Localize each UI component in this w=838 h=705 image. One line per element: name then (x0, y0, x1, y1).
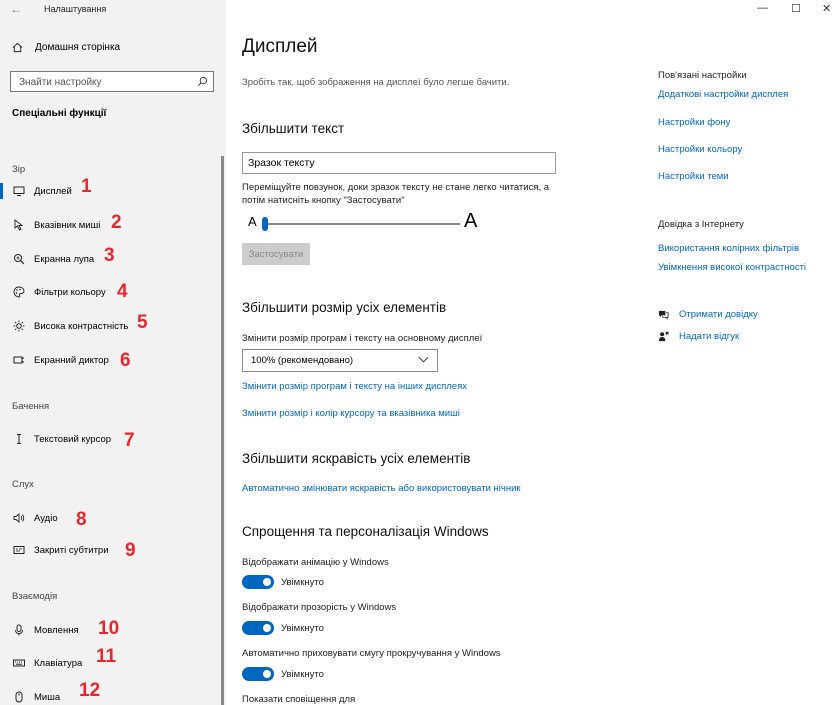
palette-icon (12, 286, 25, 299)
scrollbar-hide-toggle[interactable] (242, 667, 274, 681)
animation-label: Відображати анімацію у Windows (242, 557, 389, 568)
link-advanced-display[interactable]: Додаткові настройки дисплея (658, 89, 789, 100)
sidebar-item-label: Закриті субтитри (34, 544, 109, 556)
link-themes[interactable]: Настройки теми (658, 171, 729, 182)
annotation-number: 6 (120, 350, 131, 371)
monitor-icon (12, 185, 25, 198)
page-title: Дисплей (242, 36, 318, 57)
get-help-link[interactable] (658, 309, 758, 320)
annotation-number: 8 (76, 509, 87, 530)
group-label-vision: Зір (12, 164, 26, 175)
search-box[interactable] (10, 71, 214, 92)
group-label-hearing: Слух (12, 479, 34, 490)
sidebar-item-narrator[interactable] (0, 347, 222, 373)
home-icon (12, 42, 23, 53)
annotation-number: 1 (81, 176, 92, 197)
maximize-button[interactable]: ☐ (791, 3, 801, 15)
text-size-slider[interactable] (264, 223, 460, 225)
back-arrow-icon[interactable]: ← (10, 2, 22, 16)
search-input[interactable] (11, 73, 191, 92)
sidebar-item-label: Екранний диктор (34, 354, 109, 366)
feedback-label: Надати відгук (679, 331, 740, 342)
sidebar-item-label: Клавіатура (34, 657, 83, 669)
slider-instruction-line1: Переміщуйте повзунок, доки зразок тексту не стане легко читатися, а (242, 182, 550, 193)
sidebar-item-label: Фільтри кольору (34, 286, 106, 298)
section-title-scale: Збільшити розмір усіх елементів (242, 300, 447, 315)
annotation-number: 3 (104, 245, 115, 266)
sidebar-item-label: Екранна лупа (34, 253, 95, 265)
web-help-heading: Довідка з Інтернету (658, 219, 744, 230)
text-cursor-icon (12, 433, 25, 446)
close-button[interactable]: ✕ (822, 3, 832, 15)
microphone-icon (12, 624, 25, 637)
notifications-label: Показати сповіщення для (242, 694, 356, 705)
sidebar-item-label: Миша (34, 691, 61, 703)
animation-toggle[interactable] (242, 575, 274, 589)
link-high-contrast-help[interactable]: Увімкнення високої контрастності (658, 262, 807, 273)
sidebar-item-color-filters[interactable] (0, 279, 222, 305)
link-color-filters-help[interactable]: Використання колірних фільтрів (658, 243, 800, 254)
slider-instruction-line2: потім натисніть кнопку "Застосувати" (242, 195, 405, 206)
annotation-number: 5 (137, 312, 148, 333)
group-label-sight: Бачення (12, 401, 50, 412)
section-title-simplify: Спрощення та персоналізація Windows (242, 524, 489, 539)
feedback-person-icon (658, 331, 669, 342)
sidebar (0, 0, 226, 705)
chevron-down-icon (418, 355, 429, 364)
transparency-toggle-state: Увімкнуто (281, 623, 324, 634)
home-label: Домашня сторінка (35, 42, 121, 53)
sidebar-item-label: Вказівник миші (34, 219, 101, 231)
slider-min-label: A (248, 214, 257, 229)
mouse-pointer-icon (12, 219, 25, 232)
captions-icon (12, 544, 25, 557)
sidebar-item-text-cursor[interactable] (0, 426, 222, 452)
link-colors[interactable]: Настройки кольору (658, 144, 743, 155)
help-chat-icon (658, 309, 669, 320)
magnifier-icon (12, 253, 25, 266)
annotation-number: 11 (96, 646, 117, 667)
sidebar-item-mouse[interactable] (0, 684, 222, 705)
link-scale-other-displays[interactable]: Змінити розмір програм і тексту на інших дисплеях (242, 381, 467, 392)
sidebar-item-label: Мовлення (34, 624, 79, 636)
annotation-number: 4 (117, 281, 128, 302)
group-label-interaction: Взаємодія (12, 591, 58, 602)
link-auto-brightness[interactable]: Автоматично змінювати яскравість або використовувати нічник (242, 483, 521, 494)
minimize-button[interactable]: — (757, 2, 768, 14)
feedback-link[interactable] (658, 331, 739, 342)
sidebar-item-label: Аудіо (34, 512, 58, 524)
search-icon[interactable] (197, 76, 208, 87)
scale-label: Змінити розмір програм і тексту на основному дисплеї (242, 333, 483, 344)
annotation-number: 2 (111, 212, 122, 233)
sidebar-item-high-contrast[interactable] (0, 313, 222, 339)
sidebar-item-closed-captions[interactable] (0, 537, 222, 563)
keyboard-icon (12, 657, 25, 670)
link-cursor-size-color[interactable]: Змінити розмір і колір курсору та вказівника миші (242, 408, 460, 419)
scrollbar-hide-label: Автоматично приховувати смугу прокручування у Windows (242, 648, 501, 659)
get-help-label: Отримати довідку (679, 309, 758, 320)
sidebar-item-audio[interactable] (0, 505, 222, 531)
transparency-label: Відображати прозорість у Windows (242, 602, 397, 613)
slider-max-label: A (464, 210, 478, 232)
link-background[interactable]: Настройки фону (658, 117, 731, 128)
sidebar-item-label: Текстовий курсор (34, 433, 112, 445)
related-settings-heading: Пов'язані настройки (658, 70, 747, 81)
mouse-icon (12, 691, 25, 704)
sidebar-heading: Спеціальні функції (12, 108, 107, 119)
app-title: Налаштування (44, 4, 107, 14)
speaker-icon (12, 512, 25, 525)
slider-thumb[interactable] (262, 217, 268, 231)
page-subtitle: Зробіть так, щоб зображення на дисплеї було легше бачити. (242, 77, 510, 88)
annotation-number: 9 (125, 540, 136, 561)
sun-icon (12, 320, 25, 333)
sample-text-box: Зразок тексту (242, 152, 556, 174)
annotation-number: 10 (98, 618, 120, 639)
scale-dropdown-value: 100% (рекомендовано) (251, 355, 354, 366)
home-link[interactable] (12, 42, 120, 53)
sidebar-item-label: Дисплей (34, 185, 72, 197)
transparency-toggle[interactable] (242, 621, 274, 635)
annotation-number: 7 (124, 430, 135, 451)
animation-toggle-state: Увімкнуто (281, 577, 324, 588)
scale-dropdown[interactable] (242, 349, 438, 372)
section-title-enlarge-text: Збільшити текст (242, 121, 345, 136)
title-bar (0, 0, 226, 22)
sidebar-item-display[interactable] (0, 178, 222, 204)
section-title-brightness: Збільшити яскравість усіх елементів (242, 451, 471, 466)
sidebar-scrollbar[interactable] (221, 156, 224, 705)
annotation-number: 12 (79, 680, 101, 701)
apply-button[interactable]: Застосувати (242, 243, 310, 265)
scrollbar-hide-toggle-state: Увімкнуто (281, 669, 324, 680)
sidebar-item-label: Висока контрастність (34, 320, 129, 332)
narrator-icon (12, 354, 25, 367)
